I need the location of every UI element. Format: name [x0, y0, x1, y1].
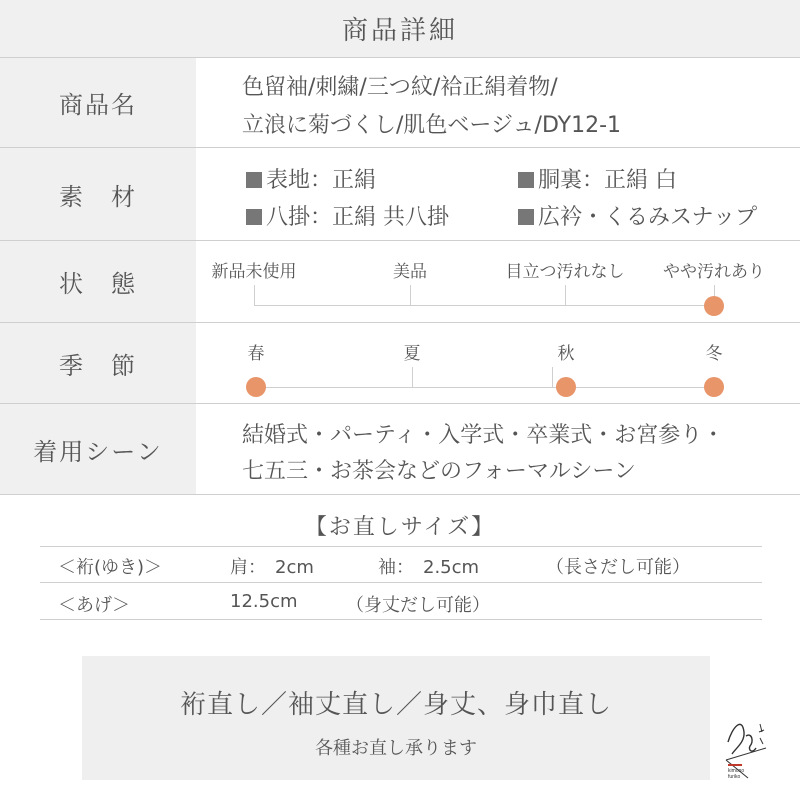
age-label: ＜あげ＞: [58, 595, 130, 616]
condition-scale-line: [254, 305, 714, 306]
condition-level: 美品: [393, 262, 427, 282]
material-item: [518, 163, 677, 194]
season-selected-dot: [704, 377, 724, 397]
yuki-label: ＜裄(ゆき)＞: [58, 557, 163, 578]
brand-logo-icon: [722, 702, 770, 782]
season-selected-dot: [556, 377, 576, 397]
season-tick: [552, 367, 553, 387]
label-product-name: 商品名: [0, 58, 196, 147]
content-product-name: [196, 58, 800, 147]
condition-selected-dot: [704, 296, 724, 316]
material-item: [518, 200, 757, 231]
product-name-line1: 色留袖/刺繍/三つ紋/袷正絹着物/: [242, 75, 558, 100]
condition-tick: [254, 285, 255, 305]
yuki-kata: 肩： 2cm: [230, 557, 314, 578]
square-bullet-icon: [246, 172, 262, 188]
row-product-name: [0, 58, 800, 148]
yuki-note: （長さだし可能）: [546, 557, 690, 578]
logo-text: furiko: [728, 774, 741, 780]
material-doura: 胴裏：正絹 白: [538, 168, 677, 193]
material-eri: 広衿・くるみスナップ: [538, 205, 758, 230]
season-selected-dot: [246, 377, 266, 397]
age-note: （身丈だし可能）: [346, 595, 490, 616]
service-main-text: 裄直し／袖丈直し／身丈、身巾直し: [179, 690, 612, 720]
brand-logo: [722, 702, 770, 782]
content-season: [196, 323, 800, 403]
row-scene: [0, 404, 800, 495]
repair-divider: [40, 546, 762, 547]
season-level: 春: [247, 344, 265, 364]
condition-level: 目立つ汚れなし: [505, 262, 625, 282]
label-condition: 状 態: [0, 241, 196, 322]
season-level: 秋: [557, 344, 575, 364]
yuki-sode: 袖： 2.5cm: [378, 557, 480, 578]
material-hakkake: 八掛：正絹 共八掛: [266, 205, 449, 230]
square-bullet-icon: [246, 209, 262, 225]
condition-level: やや汚れあり: [663, 262, 765, 282]
condition-level: 新品未使用: [211, 262, 297, 282]
square-bullet-icon: [518, 172, 534, 188]
age-value: 12.5cm: [230, 591, 298, 612]
repair-title: 【お直しサイズ】: [304, 515, 496, 540]
scene-line2: 七五三・お茶会などのフォーマルシーン: [242, 459, 636, 484]
label-scene: 着用シーン: [0, 404, 196, 494]
product-name-line2: 立浪に菊づくし/肌色ベージュ/DY12-1: [242, 113, 622, 138]
content-material: [196, 148, 800, 240]
condition-tick: [410, 285, 411, 305]
material-item: [246, 163, 376, 194]
logo-text: kimono: [728, 768, 745, 774]
label-material: 素 材: [0, 148, 196, 240]
condition-tick: [565, 285, 566, 305]
season-tick: [412, 367, 413, 387]
season-level: 夏: [403, 344, 421, 364]
service-sub-text: 各種お直し承ります: [315, 738, 477, 759]
page-title: 商品詳細: [0, 0, 800, 58]
row-condition: [0, 241, 800, 323]
row-material: [0, 148, 800, 241]
square-bullet-icon: [518, 209, 534, 225]
scene-line1: 結婚式・パーティ・入学式・卒業式・お宮参り・: [242, 423, 725, 448]
material-item: [246, 200, 449, 231]
repair-divider: [40, 619, 762, 620]
service-box: [82, 656, 710, 780]
season-scale-line: [256, 387, 714, 388]
content-scene: [196, 404, 800, 494]
material-omote: 表地：正絹: [266, 168, 377, 193]
season-level: 冬: [705, 344, 723, 364]
label-season: 季 節: [0, 323, 196, 403]
row-season: [0, 323, 800, 404]
repair-divider: [40, 582, 762, 583]
content-condition: [196, 241, 800, 322]
